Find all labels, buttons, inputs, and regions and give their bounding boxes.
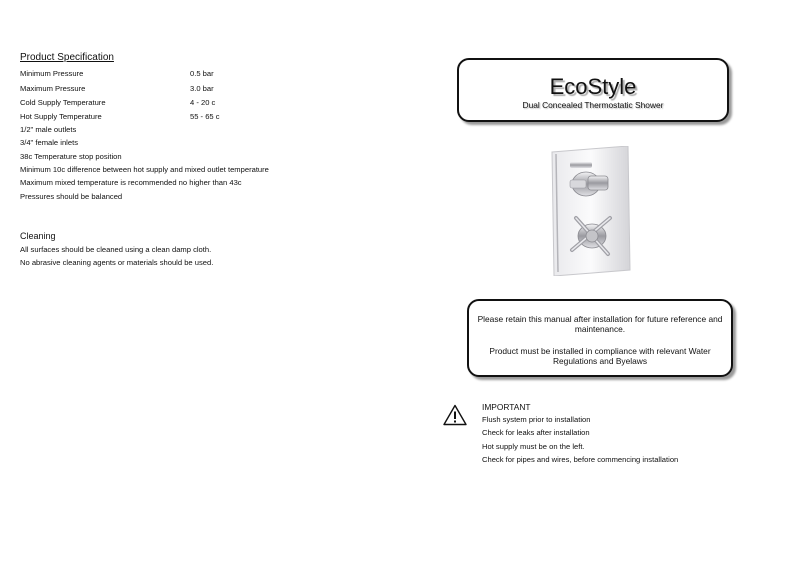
spec-label: Cold Supply Temperature <box>20 98 106 107</box>
spec-line: 38c Temperature stop position <box>20 152 122 161</box>
spec-heading: Product Specification <box>20 52 114 63</box>
spec-label: Hot Supply Temperature <box>20 112 102 121</box>
compliance-note: Product must be installed in compliance with relevant Water Regulations and Byelaws <box>489 346 711 366</box>
important-line: Flush system prior to installation <box>482 415 591 424</box>
spec-line: Minimum 10c difference between hot supply and mixed outlet temperature <box>20 165 269 174</box>
spec-line: Pressures should be balanced <box>20 192 123 201</box>
product-subtitle: Dual Concealed Thermostatic Shower <box>522 100 664 110</box>
spec-row-cold-supply <box>20 98 216 107</box>
spec-row-max-pressure <box>20 84 214 93</box>
cleaning-heading: Cleaning <box>20 231 56 241</box>
spec-row-min-pressure <box>20 69 214 78</box>
cleaning-line: No abrasive cleaning agents or materials should be used. <box>20 258 214 267</box>
warning-triangle-icon <box>443 404 467 426</box>
spec-line: Maximum mixed temperature is recommended no higher than 43c <box>20 178 242 187</box>
spec-value: 4 - 20 c <box>190 98 216 107</box>
brand-title: EcoStyle <box>549 74 637 99</box>
important-line: Check for leaks after installation <box>482 428 590 437</box>
spec-label: Maximum Pressure <box>20 84 86 93</box>
important-heading: IMPORTANT <box>482 402 531 412</box>
spec-row-hot-supply <box>20 112 220 121</box>
spec-value: 55 - 65 c <box>190 112 220 121</box>
spec-value: 3.0 bar <box>190 84 214 93</box>
spec-line: 1/2" male outlets <box>20 125 77 134</box>
title-box <box>457 58 729 122</box>
spec-line: 3/4" female inlets <box>20 138 78 147</box>
spec-label: Minimum Pressure <box>20 69 84 78</box>
notice-box <box>467 299 733 377</box>
important-line: Check for pipes and wires, before commencing installation <box>482 455 679 464</box>
shower-valve-image <box>548 146 632 276</box>
retain-manual-note: Please retain this manual after installation for future reference and maintenance. <box>477 314 723 334</box>
spec-value: 0.5 bar <box>190 69 214 78</box>
important-line: Hot supply must be on the left. <box>482 442 585 451</box>
cleaning-line: All surfaces should be cleaned using a clean damp cloth. <box>20 245 212 254</box>
